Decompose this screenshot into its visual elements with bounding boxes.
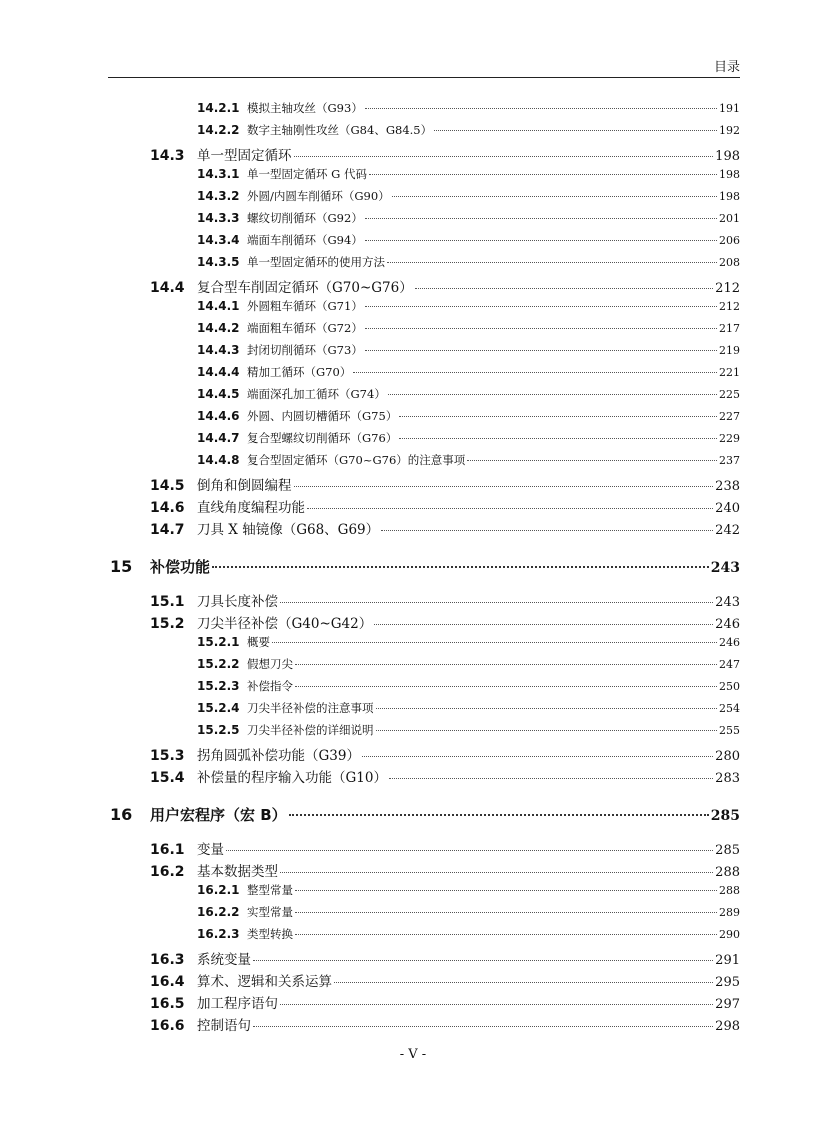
toc-page-number: 201	[719, 212, 740, 225]
toc-number: 15.2.1	[197, 635, 240, 649]
toc-subsection-row[interactable]	[197, 364, 740, 382]
toc-number: 14.3.5	[197, 255, 240, 269]
toc-leader-dots	[365, 306, 717, 307]
toc-subsection-row[interactable]	[197, 188, 740, 206]
toc-title: 刀尖半径补偿的注意事项	[247, 701, 374, 715]
toc-page-number: 240	[715, 501, 740, 516]
toc-title: 补偿量的程序输入功能（G10）	[197, 770, 387, 786]
toc-subsection-row[interactable]	[197, 232, 740, 250]
header-title: 目录	[713, 60, 740, 75]
toc-title: 复合型车削固定循环（G70~G76）	[197, 280, 413, 296]
toc-title: 复合型固定循环（G70~G76）的注意事项	[247, 453, 466, 467]
toc-page-number: 291	[715, 953, 740, 968]
toc-subsection-row[interactable]	[197, 166, 740, 184]
toc-subsection-row[interactable]	[197, 656, 740, 674]
toc-page-number: 246	[719, 636, 740, 649]
toc-page-number: 212	[715, 281, 740, 296]
toc-leader-dots	[381, 530, 713, 531]
toc-section-row[interactable]	[150, 590, 740, 610]
toc-page-number: 198	[719, 190, 740, 203]
toc-leader-dots	[365, 350, 717, 351]
toc-number: 14.4.7	[197, 431, 240, 445]
toc-number: 14.4.3	[197, 343, 240, 357]
toc-leader-dots	[388, 394, 717, 395]
toc-section-row[interactable]	[150, 276, 740, 296]
toc-number: 15.1	[150, 594, 185, 610]
toc-page-number: 221	[719, 366, 740, 379]
toc-leader-dots	[387, 262, 717, 263]
toc-leader-dots	[280, 602, 713, 603]
toc-subsection-row[interactable]	[197, 298, 740, 316]
toc-leader-dots	[365, 218, 717, 219]
toc-page-number: 247	[719, 658, 740, 671]
toc-number: 14.4.6	[197, 409, 240, 423]
toc-section-row[interactable]	[150, 838, 740, 858]
toc-title: 刀具 X 轴镜像（G68、G69）	[197, 522, 380, 538]
toc-number: 15.3	[150, 748, 185, 764]
toc-number: 16	[110, 805, 133, 824]
toc-number: 14.4.2	[197, 321, 240, 335]
toc-title: 模拟主轴攻丝（G93）	[247, 101, 363, 115]
toc-title: 数字主轴刚性攻丝（G84、G84.5）	[247, 123, 433, 137]
toc-leader-dots	[294, 156, 714, 157]
toc-title: 复合型螺纹切削循环（G76）	[247, 431, 398, 445]
toc-title: 刀具长度补偿	[197, 594, 278, 610]
toc-page-number: 192	[719, 124, 740, 137]
toc-number: 14.3.3	[197, 211, 240, 225]
toc-section-row[interactable]	[150, 144, 740, 164]
toc-title: 用户宏程序（宏 B）	[150, 806, 287, 824]
toc-page-number: 206	[719, 234, 740, 247]
toc-leader-dots	[272, 642, 717, 643]
toc-leader-dots	[353, 372, 717, 373]
toc-leader-dots	[376, 730, 718, 731]
toc-title: 加工程序语句	[197, 996, 278, 1012]
toc-subsection-row[interactable]	[197, 210, 740, 228]
toc-page-number: 283	[715, 771, 740, 786]
toc-number: 14.3.2	[197, 189, 240, 203]
toc-title: 单一型固定循环 G 代码	[247, 167, 367, 181]
toc-page-number: 237	[719, 454, 740, 467]
toc-title: 假想刀尖	[247, 657, 293, 671]
toc-number: 15.2	[150, 616, 185, 632]
toc-section-row[interactable]	[150, 766, 740, 786]
toc-section-row[interactable]	[150, 992, 740, 1012]
toc-page-number: 298	[715, 1019, 740, 1034]
toc-subsection-row[interactable]	[197, 882, 740, 900]
toc-title: 螺纹切削循环（G92）	[247, 211, 363, 225]
toc-title: 刀尖半径补偿（G40~G42）	[197, 616, 373, 632]
toc-number: 14.6	[150, 500, 185, 516]
toc-section-row[interactable]	[150, 948, 740, 968]
toc-leader-dots	[365, 108, 717, 109]
toc-title: 变量	[197, 842, 224, 858]
toc-page-number: 255	[719, 724, 740, 737]
toc-page-number: 280	[715, 749, 740, 764]
toc-number: 16.2.3	[197, 927, 240, 941]
toc-section-row[interactable]	[150, 612, 740, 632]
toc-number: 15	[110, 557, 133, 576]
toc-leader-dots	[434, 130, 717, 131]
toc-subsection-row[interactable]	[197, 452, 740, 470]
toc-title: 刀尖半径补偿的详细说明	[247, 723, 374, 737]
toc-section-row[interactable]	[150, 744, 740, 764]
toc-leader-dots	[295, 912, 717, 913]
toc-leader-dots	[212, 566, 709, 568]
toc-subsection-row[interactable]	[197, 634, 740, 652]
toc-number: 14.4.8	[197, 453, 240, 467]
toc-title: 倒角和倒圆编程	[197, 478, 292, 494]
toc-leader-dots	[253, 1026, 713, 1027]
toc-title: 端面粗车循环（G72）	[247, 321, 363, 335]
toc-section-row[interactable]	[150, 970, 740, 990]
toc-subsection-row[interactable]	[197, 320, 740, 338]
toc-leader-dots	[376, 708, 718, 709]
toc-leader-dots	[362, 756, 713, 757]
toc-page-number: 288	[719, 884, 740, 897]
toc-title: 补偿指令	[247, 679, 293, 693]
toc-page-number: 212	[719, 300, 740, 313]
toc-number: 15.2.3	[197, 679, 240, 693]
toc-leader-dots	[280, 1004, 713, 1005]
toc-page-number: 243	[715, 595, 740, 610]
toc-number: 16.5	[150, 996, 185, 1012]
toc-page-number: 246	[715, 617, 740, 632]
toc-number: 14.2.2	[197, 123, 240, 137]
toc-page-number: 191	[719, 102, 740, 115]
toc-number: 14.3.4	[197, 233, 240, 247]
page-number: - V -	[399, 1047, 427, 1062]
toc-page-number: 242	[715, 523, 740, 538]
toc-leader-dots	[399, 438, 717, 439]
toc-subsection-row[interactable]	[197, 386, 740, 404]
toc-page-number: 225	[719, 388, 740, 401]
toc-page-number: 229	[719, 432, 740, 445]
toc-title: 算术、逻辑和关系运算	[197, 974, 332, 990]
toc-page-number: 198	[719, 168, 740, 181]
toc-subsection-row[interactable]	[197, 430, 740, 448]
toc-number: 14.3.1	[197, 167, 240, 181]
toc-number: 14.5	[150, 478, 185, 494]
toc-leader-dots	[295, 934, 717, 935]
toc-page-number: 289	[719, 906, 740, 919]
toc-subsection-row[interactable]	[197, 722, 740, 740]
toc-title: 封闭切削循环（G73）	[247, 343, 363, 357]
toc-title: 拐角圆弧补偿功能（G39）	[197, 748, 360, 764]
toc-page-number: 243	[710, 560, 740, 576]
toc-page-number: 288	[715, 865, 740, 880]
toc-leader-dots	[295, 890, 717, 891]
toc-number: 15.2.5	[197, 723, 240, 737]
toc-page-number: 285	[710, 808, 740, 824]
toc-subsection-row[interactable]	[197, 926, 740, 944]
toc-subsection-row[interactable]	[197, 700, 740, 718]
toc-subsection-row[interactable]	[197, 254, 740, 272]
toc-leader-dots	[307, 508, 713, 509]
toc-page-number: 297	[715, 997, 740, 1012]
toc-title: 实型常量	[247, 905, 293, 919]
toc-title: 基本数据类型	[197, 864, 278, 880]
toc-number: 14.3	[150, 148, 185, 164]
toc-page-number: 290	[719, 928, 740, 941]
toc-section-row[interactable]	[150, 474, 740, 494]
toc-subsection-row[interactable]	[197, 408, 740, 426]
toc-title: 外圆、内圆切槽循环（G75）	[247, 409, 398, 423]
toc-chapter-row[interactable]	[110, 804, 740, 826]
toc-title: 外圆/内圆车削循环（G90）	[247, 189, 390, 203]
toc-page-number: 238	[715, 479, 740, 494]
toc-page-number: 295	[715, 975, 740, 990]
toc-number: 16.3	[150, 952, 185, 968]
toc-subsection-row[interactable]	[197, 342, 740, 360]
toc-leader-dots	[226, 850, 713, 851]
toc-title: 单一型固定循环的使用方法	[247, 255, 385, 269]
toc-number: 14.2.1	[197, 101, 240, 115]
toc-number: 14.4.4	[197, 365, 240, 379]
toc-leader-dots	[289, 814, 709, 816]
toc-number: 14.4.1	[197, 299, 240, 313]
toc-title: 端面深孔加工循环（G74）	[247, 387, 386, 401]
toc-leader-dots	[253, 960, 713, 961]
toc-page-number: 208	[719, 256, 740, 269]
toc-title: 类型转换	[247, 927, 293, 941]
toc-number: 15.2.2	[197, 657, 240, 671]
toc-title: 单一型固定循环	[197, 148, 292, 164]
toc-section-row[interactable]	[150, 860, 740, 880]
toc-leader-dots	[334, 982, 713, 983]
toc-page-number: 285	[715, 843, 740, 858]
toc-number: 14.4.5	[197, 387, 240, 401]
toc-number: 14.7	[150, 522, 185, 538]
toc-title: 直线角度编程功能	[197, 500, 305, 516]
toc-title: 系统变量	[197, 952, 251, 968]
toc-number: 16.2	[150, 864, 185, 880]
toc-number: 16.2.1	[197, 883, 240, 897]
toc-section-row[interactable]	[150, 1014, 740, 1034]
toc-leader-dots	[365, 240, 717, 241]
toc-title: 端面车削循环（G94）	[247, 233, 363, 247]
toc-page-number: 250	[719, 680, 740, 693]
toc-leader-dots	[294, 486, 714, 487]
toc-number: 16.4	[150, 974, 185, 990]
toc-leader-dots	[467, 460, 717, 461]
toc-leader-dots	[365, 328, 717, 329]
toc-subsection-row[interactable]	[197, 100, 740, 118]
toc-leader-dots	[392, 196, 717, 197]
toc-title: 精加工循环（G70）	[247, 365, 352, 379]
toc-title: 概要	[247, 635, 270, 649]
toc-leader-dots	[369, 174, 717, 175]
toc-leader-dots	[374, 624, 713, 625]
toc-page-number: 227	[719, 410, 740, 423]
toc-leader-dots	[399, 416, 717, 417]
toc-number: 15.4	[150, 770, 185, 786]
toc-leader-dots	[295, 664, 717, 665]
toc-title: 外圆粗车循环（G71）	[247, 299, 363, 313]
toc-number: 16.6	[150, 1018, 185, 1034]
toc-page-number: 198	[715, 149, 740, 164]
toc-number: 16.1	[150, 842, 185, 858]
toc-page-number: 254	[719, 702, 740, 715]
toc-leader-dots	[280, 872, 713, 873]
toc-subsection-row[interactable]	[197, 678, 740, 696]
toc-subsection-row[interactable]	[197, 904, 740, 922]
toc-chapter-row[interactable]	[110, 556, 740, 578]
toc-page-number: 217	[719, 322, 740, 335]
toc-leader-dots	[389, 778, 713, 779]
toc-number: 14.4	[150, 280, 185, 296]
toc-title: 补偿功能	[150, 558, 211, 576]
toc-number: 15.2.4	[197, 701, 240, 715]
toc-title: 整型常量	[247, 883, 293, 897]
toc-title: 控制语句	[197, 1018, 251, 1034]
toc-page-number: 219	[719, 344, 740, 357]
toc-leader-dots	[415, 288, 713, 289]
toc-subsection-row[interactable]	[197, 122, 740, 140]
toc-leader-dots	[295, 686, 717, 687]
toc-section-row[interactable]	[150, 496, 740, 516]
toc-number: 16.2.2	[197, 905, 240, 919]
toc-section-row[interactable]	[150, 518, 740, 538]
